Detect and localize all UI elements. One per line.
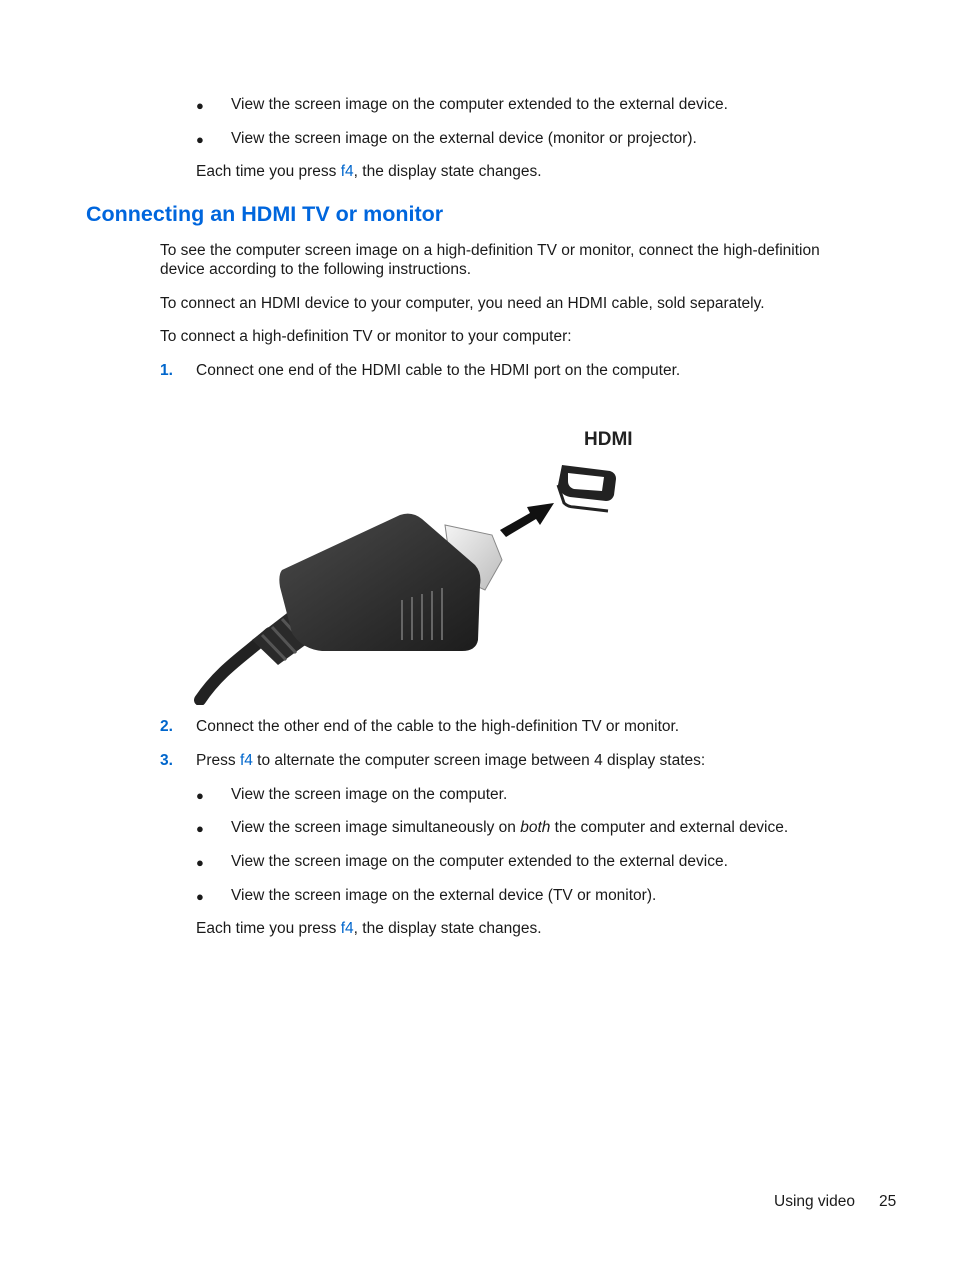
step-text: Connect the other end of the cable to the high-definition TV or monitor. [196,718,680,735]
bullet-marker: ● [196,98,204,113]
step-text: Connect one end of the HDMI cable to the HDMI port on the computer. [196,362,681,379]
instructions-intro: To connect a high-definition TV or monitor to your computer: [160,328,572,345]
bullet-text: View the screen image on the computer extended to the external device. [231,853,728,870]
bullet-marker: ● [196,788,204,803]
bullet-text: View the screen image on the external device (TV or monitor). [231,887,657,904]
step-number: 3. [160,752,173,769]
intro-paragraph: To see the computer screen image on a high-definition TV or monitor, connect the high-definition device according to the following instructions. [160,242,820,278]
bullet-text: View the screen image on the external device (monitor or projector). [231,130,697,147]
bullet-marker: ● [196,889,204,904]
bullet-text: View the screen image simultaneously on both the computer and external device. [231,819,789,836]
arrow-icon [500,503,554,537]
hdmi-connection-illustration [190,415,650,705]
footer-section-name: Using video [774,1193,855,1210]
hdmi-port-icon [558,465,616,511]
display-state-note: Each time you press f4, the display state changes. [196,163,542,180]
cable-paragraph: To connect an HDMI device to your computer, you need an HDMI cable, sold separately. [160,295,765,312]
bullet-marker: ● [196,132,204,147]
page-number: 25 [879,1193,897,1210]
section-heading: Connecting an HDMI TV or monitor [86,202,444,226]
f4-key-label: f4 [340,163,354,180]
step-number: 2. [160,718,173,735]
bullet-text: View the screen image on the computer extended to the external device. [231,96,728,113]
bullet-marker: ● [196,821,204,836]
bullet-marker: ● [196,855,204,870]
display-state-note: Each time you press f4, the display state changes. [196,920,542,937]
step-number: 1. [160,362,173,379]
f4-key-label: f4 [340,920,354,937]
hdmi-label: HDMI [584,429,633,450]
f4-key-label: f4 [239,752,253,769]
step-text: Press f4 to alternate the computer screen image between 4 display states: [196,752,706,769]
bullet-text: View the screen image on the computer. [231,786,508,803]
